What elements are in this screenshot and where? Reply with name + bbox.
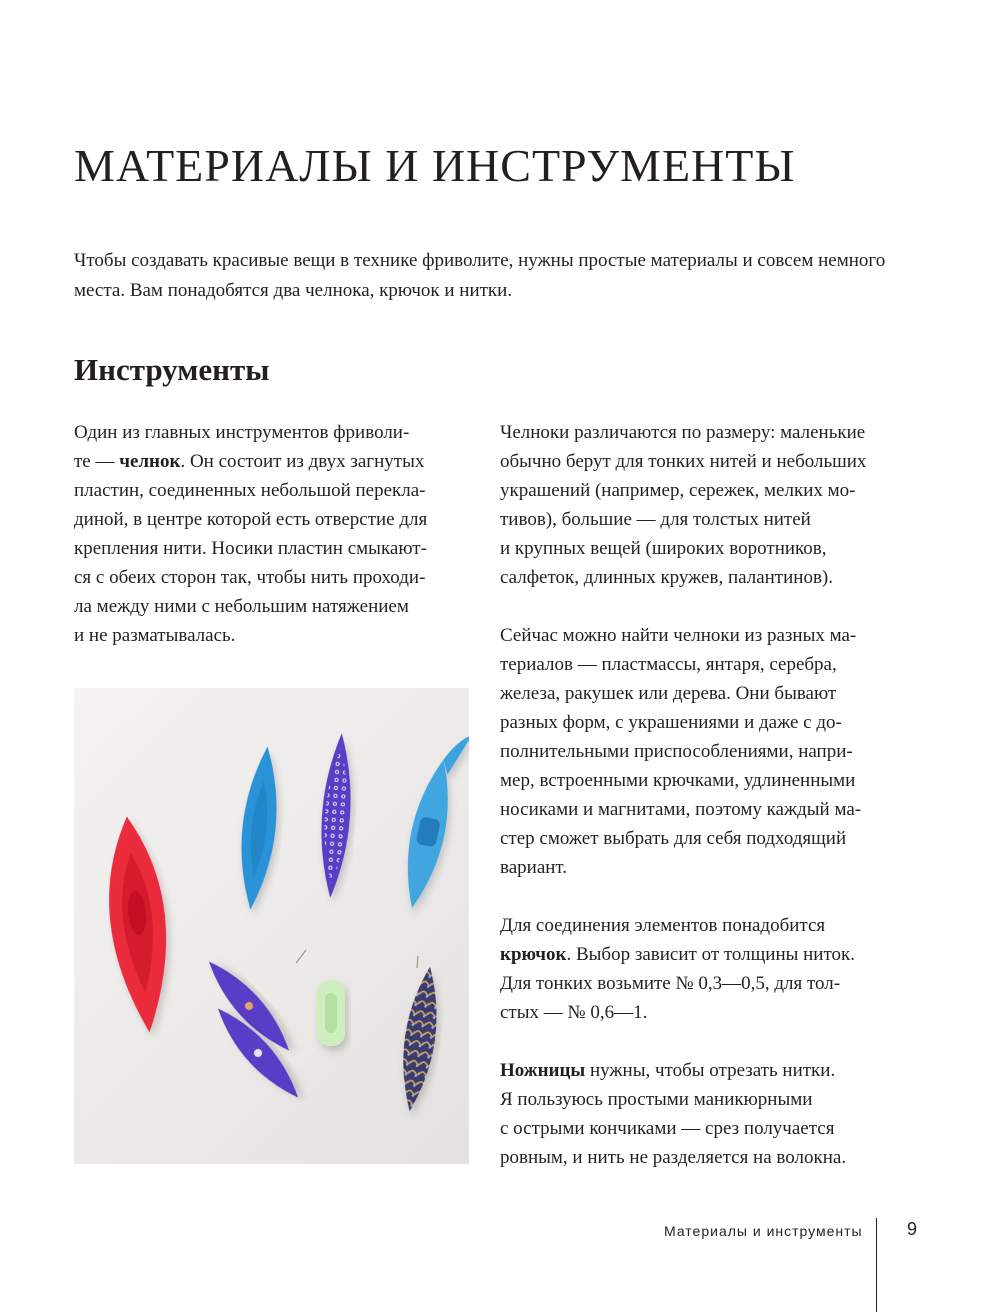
- text-line: Я пользуюсь простыми маникюрными: [500, 1089, 813, 1110]
- text-line: полнительными приспособлениями, напри-: [500, 741, 853, 762]
- text-line: Челноки различаются по размеру: маленькие: [500, 422, 866, 443]
- text-line: мер, встроенными крючками, удлиненными: [500, 770, 856, 791]
- shuttles-photo: [74, 688, 469, 1164]
- text-line: ровным, и нить не разделяется на волокна.: [500, 1147, 847, 1168]
- swirl-shuttle: [395, 965, 445, 1114]
- blue-shuttle: [234, 745, 284, 912]
- page-title: МАТЕРИАЛЫ И ИНСТРУМЕНТЫ: [74, 140, 796, 191]
- text-line: и не разматывалась.: [74, 625, 236, 646]
- purple-lace-shuttle: [316, 732, 355, 899]
- text-line: с острыми кончиками — срез получается: [500, 1118, 835, 1139]
- shuttle-paragraph: [74, 418, 474, 650]
- intro-paragraph: Чтобы создавать красивые вещи в технике фриволите, нужны простые материалы и совсем немного места. Вам понадобятся два челнока, крючок и нитки.: [74, 250, 886, 301]
- text-line: пластин, соединенных небольшой перекла-: [74, 480, 426, 501]
- section-heading: Инструменты: [74, 352, 270, 387]
- text-line: украшений (например, сережек, мелких мо-: [500, 480, 856, 501]
- text-line: крючок. Выбор зависит от толщины ниток.: [500, 944, 856, 965]
- size-paragraph: [500, 418, 920, 592]
- hook-paragraph: [500, 911, 920, 1027]
- text-line: диной, в центре которой есть отверстие для: [74, 509, 428, 530]
- term-scissors: Ножницы: [500, 1060, 586, 1081]
- text-line: стер сможет выбрать для себя подходящий: [500, 828, 847, 849]
- text-line: териалов — пластмассы, янтаря, серебра,: [500, 654, 837, 675]
- green-shuttle: [317, 980, 345, 1046]
- text-line: те — челнок. Он состоит из двух загнутых: [74, 451, 425, 472]
- text-line: стых — № 0,6—1.: [500, 1002, 648, 1023]
- red-shuttle: [100, 814, 177, 1036]
- text-line: салфеток, длинных кружев, палантинов).: [500, 567, 833, 588]
- scissors-paragraph: [500, 1056, 920, 1172]
- text-line: Сейчас можно найти челноки из разных ма-: [500, 625, 857, 646]
- text-line: вариант.: [500, 857, 568, 878]
- text-line: Для тонких возьмите № 0,3—0,5, для тол-: [500, 973, 841, 994]
- text-line: тивов), большие — для толстых нитей: [500, 509, 811, 530]
- text-line: Для соединения элементов понадобится: [500, 915, 826, 936]
- running-footer: Материалы и инструменты: [664, 1223, 863, 1239]
- text-line: носиками и магнитами, поэтому каждый ма-: [500, 799, 862, 820]
- term-hook: крючок: [500, 944, 567, 965]
- blue-hook-shuttle: [396, 727, 469, 913]
- text-line: ла между ними с небольшим натяжением: [74, 596, 409, 617]
- text-line: Один из главных инструментов фриволи-: [74, 422, 410, 443]
- text-line: и крупных вещей (широких воротников,: [500, 538, 827, 559]
- footer-divider: [876, 1218, 877, 1312]
- materials-paragraph: [500, 621, 920, 882]
- text-line: крепления нити. Носики пластин смыкают-: [74, 538, 427, 559]
- text-line: Ножницы нужны, чтобы отрезать нитки.: [500, 1060, 836, 1081]
- left-column: [74, 418, 474, 650]
- text-line: железа, ракушек или дерева. Они бывают: [500, 683, 837, 704]
- term-shuttle: челнок: [119, 451, 181, 472]
- text-line: разных форм, с украшениями и даже с до-: [500, 712, 842, 733]
- text-line: ся с обеих сторон так, чтобы нить проходи-: [74, 567, 426, 588]
- text-line: обычно берут для тонких нитей и небольших: [500, 451, 867, 472]
- shuttles-illustration: [74, 688, 469, 1164]
- right-column: [500, 418, 920, 1172]
- page-number: 9: [907, 1219, 918, 1239]
